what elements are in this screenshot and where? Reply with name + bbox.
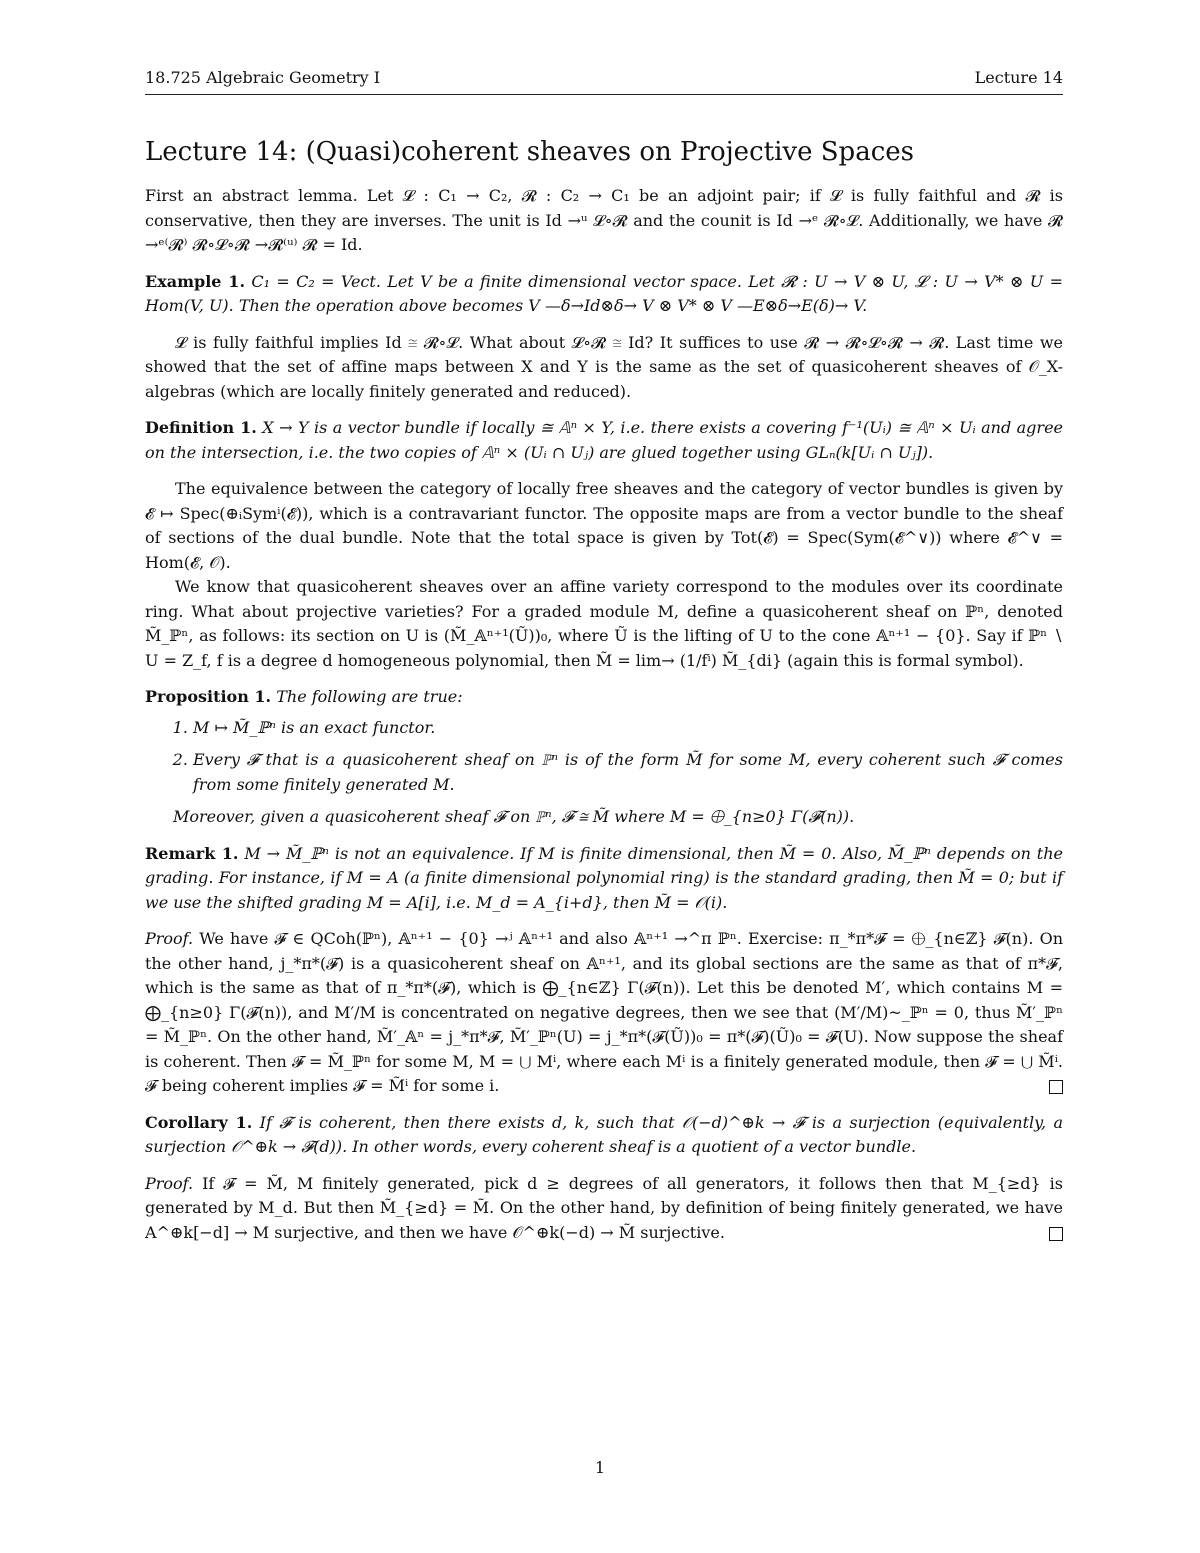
proof-block: [145, 1172, 1063, 1246]
remark-text: M → M̃_ℙⁿ is not an equivalence. If M is finite dimensional, then M̃ = 0. Also, M̃_ℙⁿ depends on the grading. For instance, if M = A (a finite dimensional polynomial ring) is the standard grading, then M̃ = 0; but if we use the shifted grading M = A[i], i.e. M_d = A_{i+d}, then M̃ = 𝒪(i).: [145, 843, 1064, 912]
definition-text: X → Y is a vector bundle if locally ≅ 𝔸ⁿ × Y, i.e. there exists a covering f⁻¹(Uᵢ) ≅ 𝔸ⁿ × Uᵢ and agree on the intersection, i.e. the two copies of 𝔸ⁿ × (Uᵢ ∩ Uⱼ) are glued together using GLₙ(k[Uᵢ ∩ Uⱼ]).: [145, 418, 1064, 462]
page-body: [145, 134, 1063, 1245]
proof-text: We have 𝓕 ∈ QCoh(ℙⁿ), 𝔸ⁿ⁺¹ − {0} →ʲ 𝔸ⁿ⁺¹ and also 𝔸ⁿ⁺¹ →^π ℙⁿ. Exercise: π_*π*𝓕 = ⨁_{n∈ℤ} 𝓕(n). On the other hand, j_*π*(𝓕) is a quasicoherent sheaf on 𝔸ⁿ⁺¹, and its global sections are the same as that of π*𝓕, which is the same as that of π_*π*(𝓕), which is ⨁_{n∈ℤ} Γ(𝓕(n)). Let this be denoted M′, which contains M = ⨁_{n≥0} Γ(𝓕(n)), and M′/M is concentrated on negative degrees, then we see that (M′/M)~_ℙⁿ = 0, thus M̃′_ℙⁿ = M̃_ℙⁿ. On the other hand, M̃′_𝔸ⁿ = j_*π*𝓕, M̃′_ℙⁿ(U) = j_*π*(𝓕(Ũ))₀ = π*(𝓕)(Ũ)₀ = 𝓕(U). Now suppose the sheaf is coherent. Then 𝓕 = M̃_ℙⁿ for some M, M = ⋃ Mⁱ, where each Mⁱ is a finitely generated module, then 𝓕 = ⋃ M̃ⁱ. 𝓕 being coherent implies 𝓕 = M̃ⁱ for some i.: [145, 929, 1063, 1095]
proposition-block: [145, 685, 1063, 710]
corollary-block: [145, 1111, 1063, 1160]
example-text: C₁ = C₂ = Vect. Let V be a finite dimensional vector space. Let 𝓡 : U → V ⊗ U, 𝓛 : U → V* ⊗ U = Hom(V, U). Then the operation above becomes V —δ→Id⊗δ→ V ⊗ V* ⊗ V —E⊗δ→E(δ)→ V.: [145, 271, 1064, 315]
header-rule: [145, 94, 1063, 95]
proof-block: [145, 927, 1063, 1099]
example-block: [145, 270, 1063, 319]
proposition-intro: The following are true:: [276, 687, 463, 706]
fully-faithful-paragraph: 𝓛 is fully faithful implies Id ≅ 𝓡∘𝓛. What about 𝓛∘𝓡 ≅ Id? It suffices to use 𝓡 → 𝓡∘𝓛∘𝓡 → 𝓡. Last time we showed that the set of affine maps between X and Y is the same as the set of quasicoherent sheaves of 𝒪_X-algebras (which are locally finitely generated and reduced).: [145, 332, 1063, 401]
proposition-list: [145, 716, 1063, 798]
proof-label: Proof.: [145, 1173, 194, 1193]
page-title: Lecture 14: (Quasi)coherent sheaves on Projective Spaces: [145, 137, 914, 167]
running-header: [145, 68, 1063, 87]
lecture-label: Lecture 14: [974, 68, 1063, 87]
course-title: 18.725 Algebraic Geometry I: [145, 68, 381, 87]
intro-paragraph: First an abstract lemma. Let 𝓛 : C₁ → C₂, 𝓡 : C₂ → C₁ be an adjoint pair; if 𝓛 is fully faithful and 𝓡 is conservative, then they are inverses. The unit is Id →ᵘ 𝓛∘𝓡 and the counit is Id →ᵉ 𝓡∘𝓛. Additionally, we have 𝓡 →ᵉ⁽𝓡⁾ 𝓡∘𝓛∘𝓡 →𝓡⁽ᵘ⁾ 𝓡 = Id.: [145, 186, 1063, 254]
proposition-moreover: Moreover, given a quasicoherent sheaf 𝓕 on ℙⁿ, 𝓕 ≅ M̃ where M = ⨁_{n≥0} Γ(𝓕(n)).: [173, 807, 855, 826]
corollary-label: Corollary 1.: [145, 1112, 253, 1132]
proof-label: Proof.: [145, 929, 194, 948]
graded-module-paragraph: We know that quasicoherent sheaves over an affine variety correspond to the modules over its coordinate ring. What about projective varieties? For a graded module M, define a quasicoherent sheaf on ℙⁿ, denoted M̃_ℙⁿ, as follows: its section on U is (M̃_𝔸ⁿ⁺¹(Ũ))₀, where Ũ is the lifting of U to the cone 𝔸ⁿ⁺¹ − {0}. Say if ℙⁿ ∖ U = Z_f, f is a degree d homogeneous polynomial, then M̃ = lim→ (1/fⁱ) M̃_{di} (again this is formal symbol).: [145, 577, 1063, 670]
qed-square-icon: [1049, 1080, 1063, 1094]
equivalence-paragraph: The equivalence between the category of locally free sheaves and the category of vector bundles is given by 𝓔 ↦ Spec(⊕ᵢSymⁱ(𝓔)), which is a contravariant functor. The opposite maps are from a vector bundle to the sheaf of sections of the dual bundle. Note that the total space is given by Tot(𝓔) = Spec(Sym(𝓔^∨)) where 𝓔^∨ = Hom(𝓔, 𝒪).: [145, 479, 1063, 572]
proposition-item: 1. M ↦ M̃_ℙⁿ is an exact functor.: [193, 716, 1063, 741]
remark-label: Remark 1.: [145, 843, 239, 863]
definition-label: Definition 1.: [145, 418, 257, 437]
proof-text: If 𝓕 = M̃, M finitely generated, pick d ≥ degrees of all generators, it follows then that M_{≥d} is generated by M_d. But then M̃_{≥d} = M̃. On the other hand, by definition of being finitely generated, we have A^⊕k[−d] → M surjective, and then we have 𝒪^⊕k(−d) → M̃ surjective.: [145, 1173, 1063, 1242]
proposition-label: Proposition 1.: [145, 687, 272, 706]
qed-square-icon: [1049, 1227, 1063, 1241]
page-number: 1: [594, 1458, 606, 1477]
proposition-item: 2. Every 𝓕 that is a quasicoherent sheaf on ℙⁿ is of the form M̃ for some M, every coherent such 𝓕 comes from some finitely generated M.: [193, 748, 1063, 797]
example-label: Example 1.: [145, 271, 246, 291]
remark-block: [145, 842, 1063, 916]
definition-block: [145, 416, 1063, 465]
corollary-text: If 𝓕 is coherent, then there exists d, k, such that 𝒪(−d)^⊕k → 𝓕 is a surjection (equivalently, a surjection 𝒪^⊕k → 𝓕(d)). In other words, every coherent sheaf is a quotient of a vector bundle.: [145, 1112, 1063, 1156]
